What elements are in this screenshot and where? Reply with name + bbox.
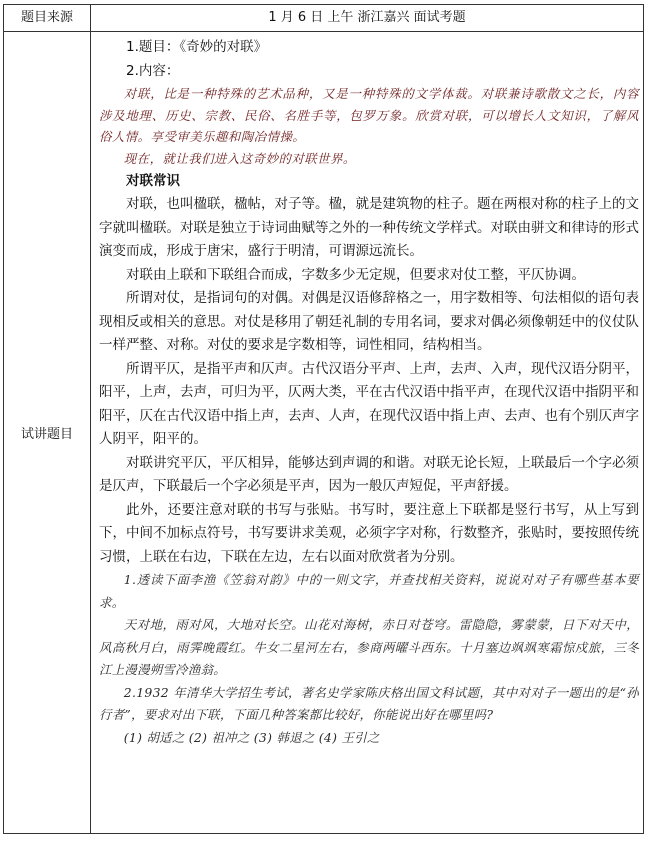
question-2: 2.1932 年清华大学招生考试，著名史学家陈庆格出国文科试题，其中对对子一题出的是“孙行者”，要求对出下联，下面几种答案都比较好，你能说出好在哪里吗? [99, 684, 639, 722]
paragraph-structure: 对联由上联和下联组合而成，字数多少无定规，但要求对仗工整，平仄协调。 [126, 266, 585, 283]
topic-content [99, 36, 639, 749]
question-1: 1.透读下面李渔《笠翁对韵》中的一则文字，并查找相关资料，说说对对子有哪些基本要求。 [99, 572, 639, 610]
intro-paragraph-2: 现在，就让我们进入这奇妙的对联世界。 [123, 150, 356, 166]
paragraph-definition: 对联，也叫楹联，楹帖，对子等。楹，就是建筑物的柱子。题在两根对称的柱子上的文字就叫楹联。对联是独立于诗词曲赋等之外的一种传统文学样式。对联由骈文和律诗的形式演变而成，形成于唐宋，盛行于明清，可谓源远流长。 [99, 196, 639, 259]
paragraph-tones: 所谓平仄，是指平声和仄声。古代汉语分平声、上声，去声、入声，现代汉语分阴平，阳平，上声，去声，可归为平，仄两大类，平在古代汉语中指平声，在现代汉语中指阴平和阳平，仄在古代汉语中指上声，去声、人声，在现代汉语中指上声、去声、也有个别仄声字人阴平，阳平的。 [99, 360, 639, 447]
header-divider [4, 31, 643, 32]
topic-title: 1.题目：《奇妙的对联》 [126, 39, 268, 55]
header-source-label: 题目来源 [20, 10, 73, 25]
exam-table [3, 4, 644, 834]
paragraph-tone-rules: 对联讲究平仄，平仄相异，能够达到声调的和谐。对联无论长短，上联最后一个字必须是仄声，下联最后一个字必须是平声，因为一般仄声短促，平声舒援。 [99, 454, 639, 494]
row-label-text: 试讲题目 [20, 427, 73, 442]
row-label-topic [4, 32, 90, 833]
poem-excerpt: 天对地，雨对风，大地对长空。山花对海树，赤日对苍穹。雷隐隐，雾蒙蒙，日下对天中，风高秋月白，雨霁晚霞红。牛女二星河左右，参商两曜斗西东。十月塞边飒飒寒霜惊戍旅，三冬江上漫漫朔雪冷渔翁。 [99, 617, 639, 677]
intro-paragraph-1: 对联，比是一种特殊的艺术品种，又是一种特殊的文学体裁。对联兼诗歌散文之长，内容涉及地理、历史、宗教、民俗、名胜手等，包罗万象。欣赏对联，可以增长人文知识，了解风俗人情。享受审美乐趣和陶冶情操。 [99, 86, 639, 144]
paragraph-writing: 此外，还要注意对联的书写与张贴。书写时，要注意上下联都是竖行书写，从上写到下，中间不加标点符号，书写要讲求美观，必须字字对称，行数整齐，张贴时，要按照传统习惯，上联在右边，下联在左边，左右以面对欣赏者为分别。 [99, 501, 639, 565]
column-divider [90, 5, 91, 833]
header-exam-info: 1 月 6 日 上午 浙江嘉兴 面试考题 [268, 10, 466, 25]
paragraph-antithesis: 所谓对仗，是指词句的对偶。对偶是汉语修辞格之一，用字数相等、句法相似的语句表现相反或相关的意思。对仗是移用了朝廷礼制的专用名词，要求对偶必须像朝廷中的仪仗队一样严整、对称。对仗的要求是字数相等，词性相同，结构相当。 [99, 290, 639, 353]
content-label: 2.内容： [126, 62, 180, 79]
question-2-options: (1) 胡适之 (2) 祖冲之 (3) 韩退之 (4) 王引之 [123, 729, 380, 745]
section-heading: 对联常识 [126, 173, 180, 189]
